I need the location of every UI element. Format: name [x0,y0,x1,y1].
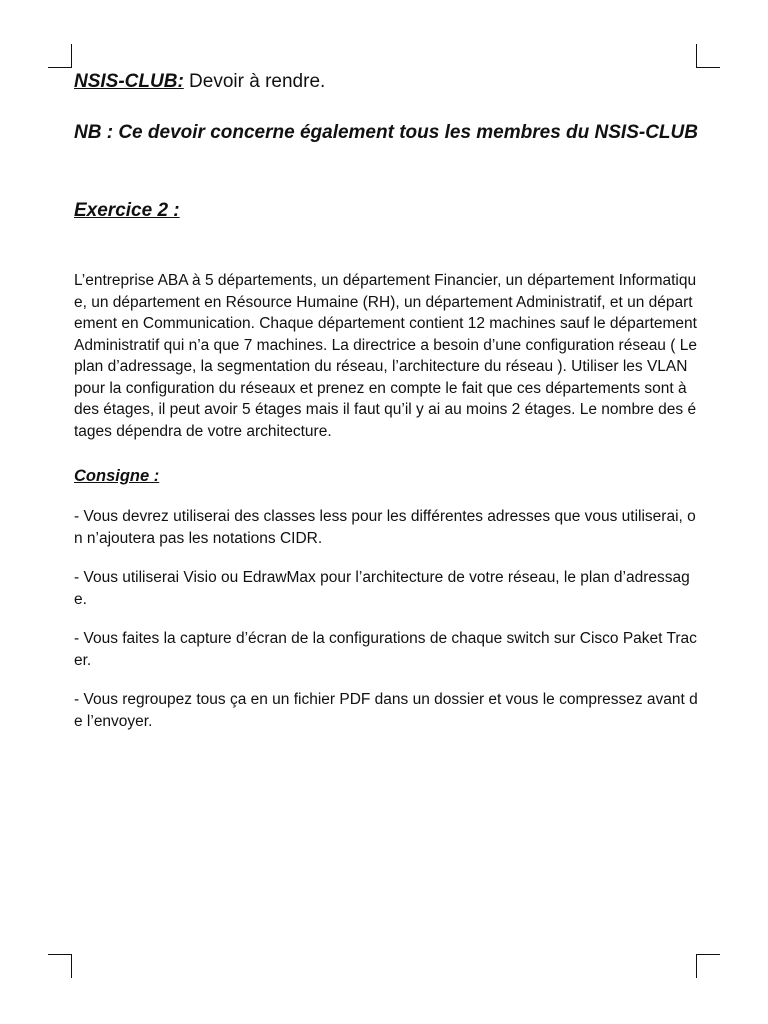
instruction-item: - Vous utiliserai Visio ou EdrawMax pour l’architecture de votre réseau, le plan d’adressage. [74,569,690,608]
nb-note: NB : Ce devoir concerne également tous les membres du NSIS-CLUB [74,122,698,143]
document-subtitle: Devoir à rendre. [183,71,326,92]
instruction-item: - Vous devrez utiliserai des classes less pour les différentes adresses que vous utiliserai, on n’ajoutera pas les notations CIDR. [74,508,696,547]
club-name: NSIS-CLUB: [74,71,184,92]
crop-mark-top-left-v [71,44,72,68]
exercise-title: Exercice 2 : [74,200,180,221]
crop-mark-bottom-right-h [696,954,720,955]
exercise-paragraph: L’entreprise ABA à 5 départements, un département Financier, un département Informatique, un département en Résource Humaine (RH), un département Administratif, et un département en Communication. Chaque département contient 12 machines sauf le département Administratif qui n’a que 7 machines. La directrice a besoin d’une configuration réseau ( Le plan d’adressage, la segmentation du réseau, l’architecture du réseau ). Utiliser les VLAN pour la configuration du réseaux et prenez en compte le fait que ces départements sont à des étages, il peut avoir 5 étages mais il faut qu’il y ai au moins 2 étages. Le nombre des étages dépendra de votre architecture. [74,272,697,440]
crop-mark-bottom-right-v [696,954,697,978]
document-body [74,68,698,732]
crop-mark-bottom-left-v [71,954,72,978]
instruction-item: - Vous faites la capture d’écran de la configurations de chaque switch sur Cisco Paket Tracer. [74,630,697,669]
document-header [74,68,698,96]
consigne-title: Consigne : [74,467,160,485]
crop-mark-top-left-h [48,67,72,68]
crop-mark-bottom-left-h [48,954,72,955]
instruction-item: - Vous regroupez tous ça en un fichier PDF dans un dossier et vous le compressez avant de l’envoyer. [74,691,698,730]
crop-mark-top-right-h [696,67,720,68]
crop-mark-top-right-v [696,44,697,68]
